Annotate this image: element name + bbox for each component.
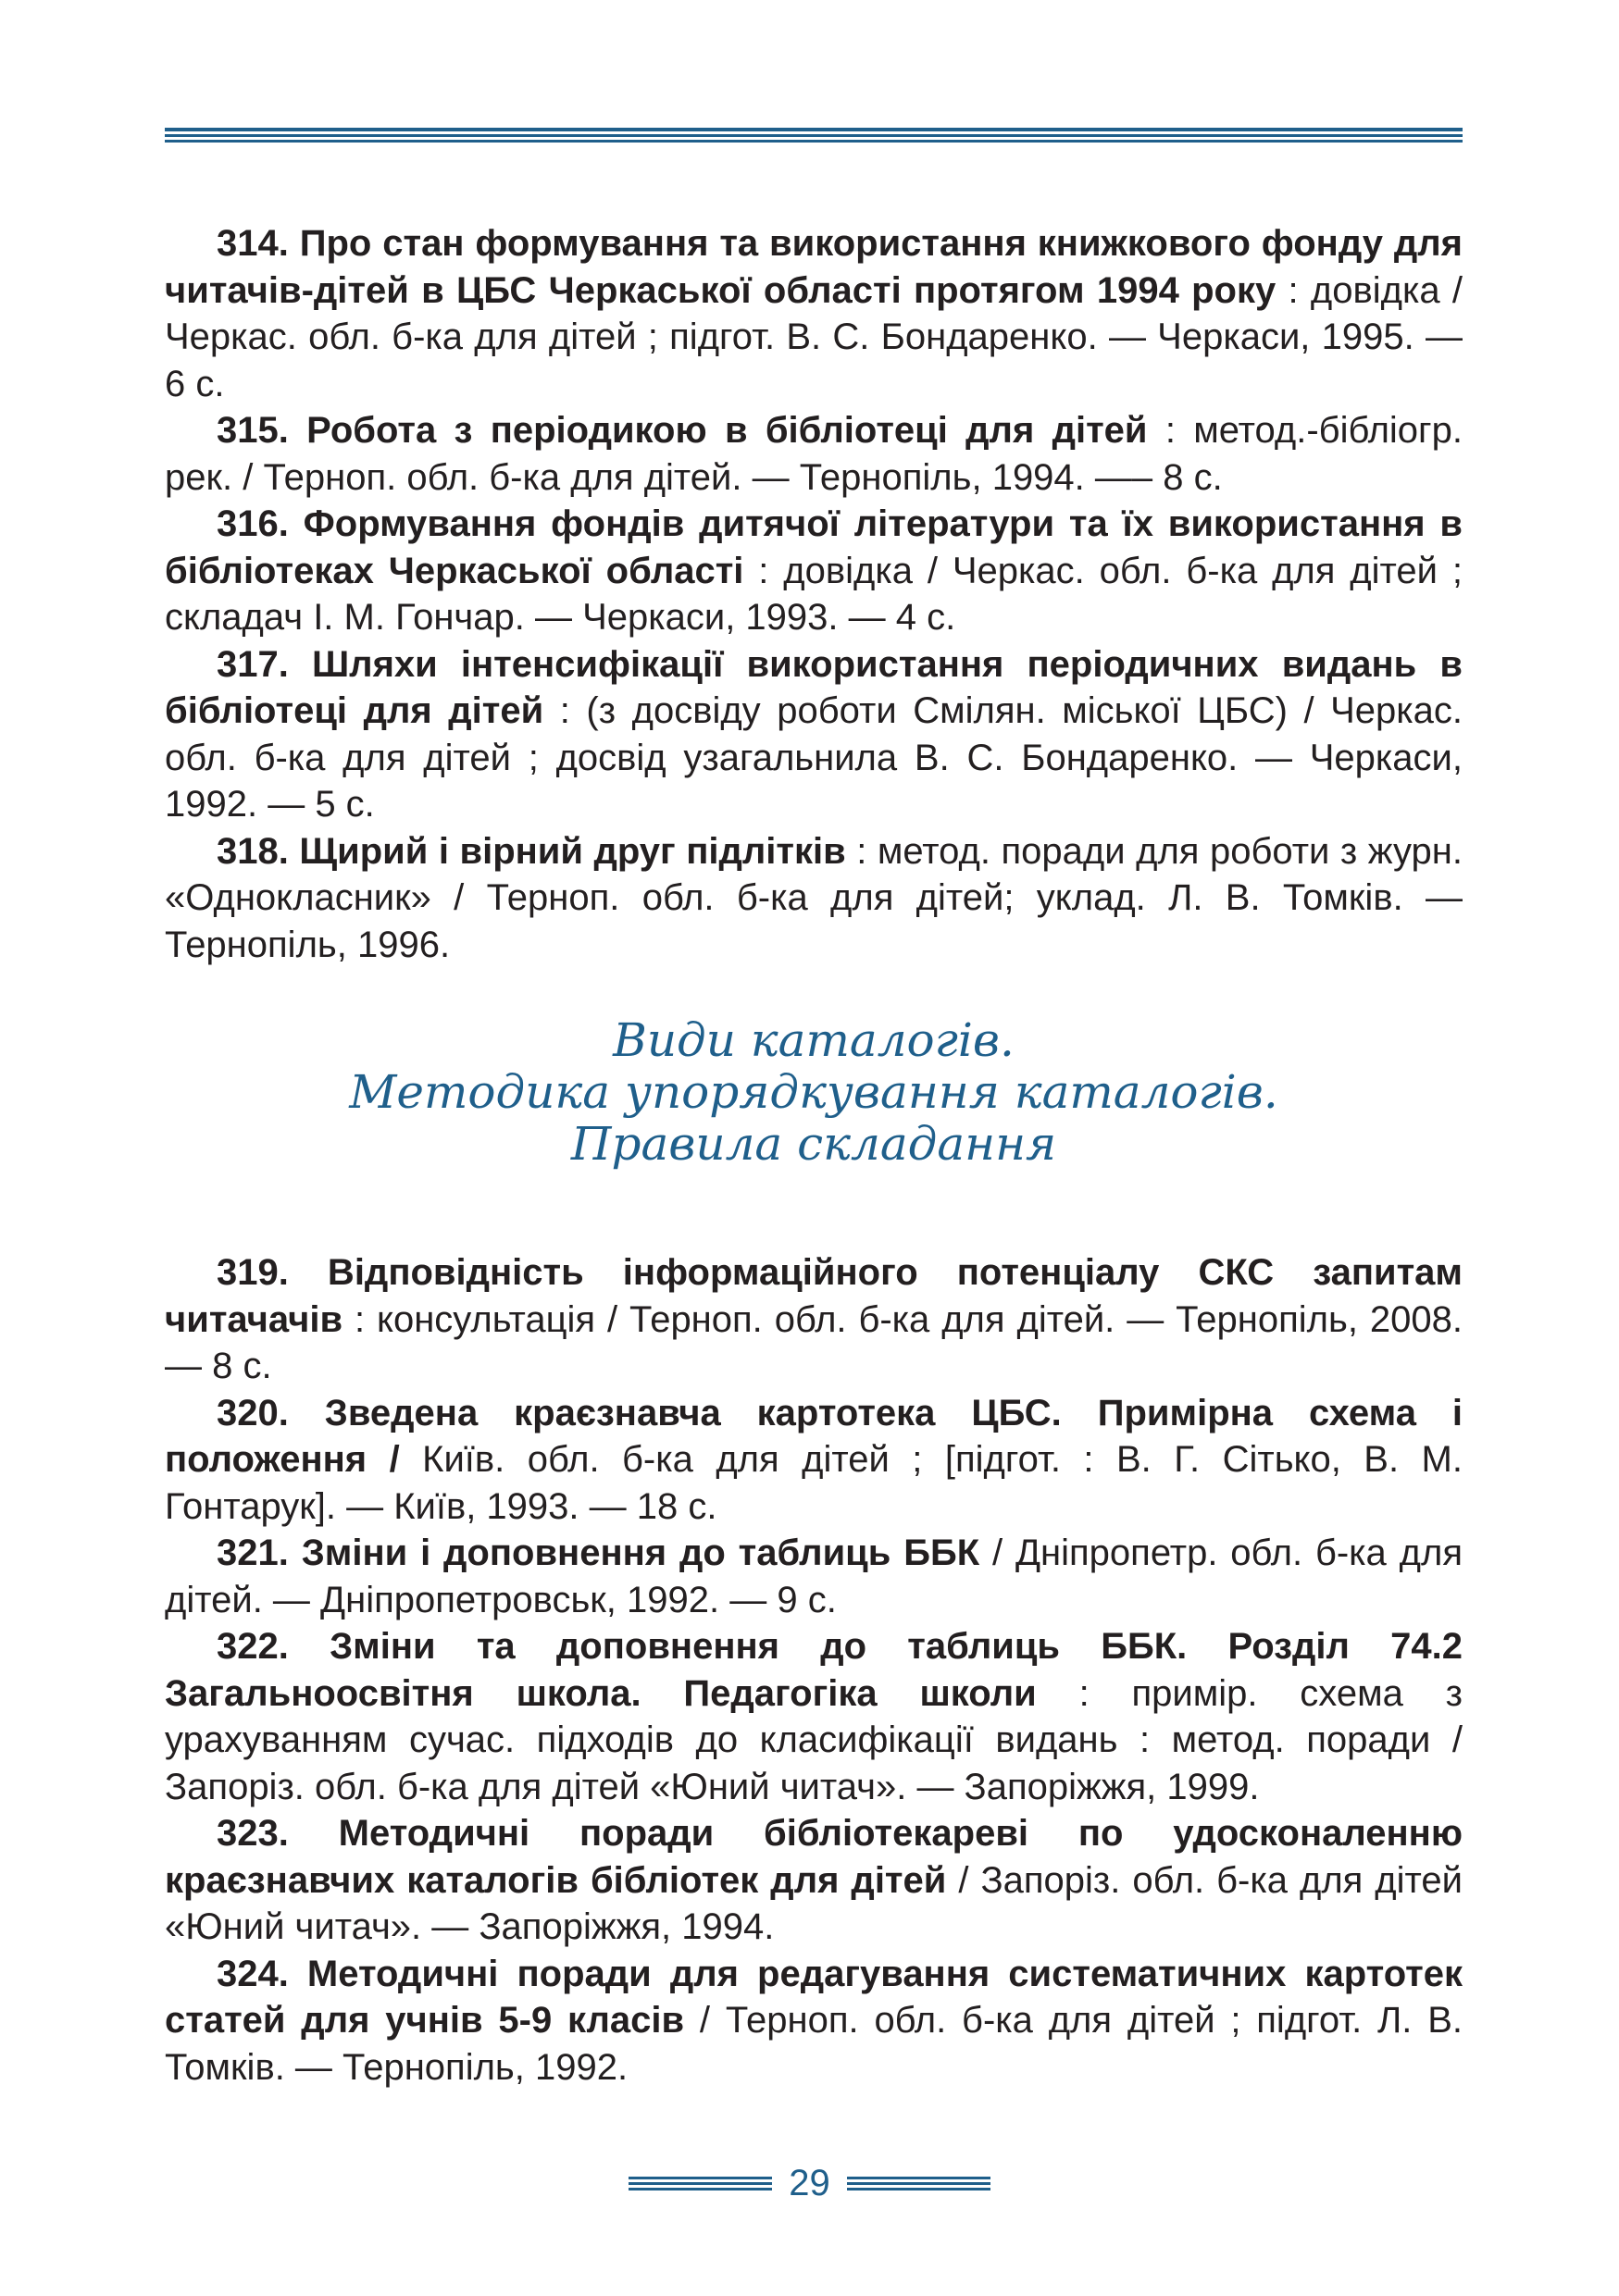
entry-details: : (з досвіду роботи Смілян. міської ЦБС) / Черкас. обл. б-ка для дітей ; досвід узагальнила В. С. Бондаренко. — Черкаси, 1992. — 5 с. — [165, 690, 1463, 825]
list-item — [165, 407, 1463, 501]
section-heading-line: Методика упорядкування каталогів. — [349, 1065, 1278, 1119]
list-item — [165, 1390, 1463, 1531]
entry-title: 318. Щирий і вірний друг підлітків — [217, 830, 846, 872]
list-item — [165, 1530, 1463, 1623]
entry-title: 322. Зміни та доповнення до таблиць ББК. Розділ 74.2 Загальноосвітня школа. Педагогіка школи — [165, 1626, 1463, 1714]
list-item — [165, 1810, 1463, 1951]
entry-details: : метод. поради для роботи з журн. «Однокласник» / Терноп. обл. б-ка для дітей; уклад. Л. В. Томків. — Тернопіль, 1996. — [165, 830, 1463, 965]
list-item — [165, 220, 1463, 407]
list-item — [165, 1951, 1463, 2091]
entry-title: 315. Робота з періодикою в бібліотеці для дітей — [217, 410, 1148, 451]
list-item — [165, 1623, 1463, 1810]
entry-title: 319. Відповідність інформаційного потенціалу СКС запитам читачачів — [165, 1252, 1463, 1340]
entry-details: : консультація / Терноп. обл. б-ка для дітей. — Тернопіль, 2008. — 8 с. — [165, 1298, 1463, 1386]
entry-details: Київ. обл. б-ка для дітей ; [підгот. : В. Г. Сітько, В. М. Гонтарук]. — Київ, 1993. — 18 с. — [165, 1439, 1463, 1527]
entry-details: / Запоріз. обл. б-ка для дітей «Юний читач». — Запоріжжя, 1994. — [165, 1859, 1463, 1947]
footer-rule-right — [847, 2174, 990, 2193]
entry-title: 324. Методичні поради для редагування систематичних картотек статей для учнів 5-9 класів — [165, 1953, 1463, 2041]
list-item — [165, 828, 1463, 969]
list-item — [165, 501, 1463, 641]
page-number: 29 — [789, 2163, 830, 2203]
entries-part1 — [165, 220, 1463, 968]
list-item — [165, 1249, 1463, 1390]
entry-details: : довідка / Черкас. обл. б-ка для дітей ; підгот. В. С. Бондаренко. — Черкаси, 1995. — 6 с. — [165, 269, 1463, 404]
footer-rule-left — [629, 2174, 772, 2193]
page-footer — [0, 2163, 1619, 2204]
list-item — [165, 641, 1463, 828]
entry-details: : примір. схема з урахуванням сучас. підходів до класифікації видань : метод. поради / Запоріз. обл. б-ка для дітей «Юний читач». — Запоріжжя, 1999. — [165, 1672, 1463, 1807]
entry-title: 314. Про стан формування та використання книжкового фонду для читачів-дітей в ЦБС Черкаської області протягом 1994 року — [165, 223, 1463, 311]
header-rule — [165, 128, 1463, 145]
entry-details: : метод.-бібліогр. рек. / Терноп. обл. б-ка для дітей. — Тернопіль, 1994. —– 8 с. — [165, 410, 1463, 498]
section-heading — [165, 1014, 1463, 1170]
entries-part2 — [165, 1249, 1463, 2091]
section-heading-line: Види каталогів. — [613, 1013, 1015, 1067]
entry-details: : довідка / Черкас. обл. б-ка для дітей ; складач І. М. Гончар. — Черкаси, 1993. — 4 с. — [165, 550, 1463, 638]
entry-title: 316. Формування фондів дитячої літератури та їх використання в бібліотеках Черкаської області — [165, 503, 1463, 591]
page-content — [165, 220, 1463, 2091]
entry-title: 321. Зміни і доповнення до таблиць ББК — [217, 1533, 980, 1573]
section-heading-line: Правила складання — [570, 1117, 1057, 1171]
entry-title: 320. Зведена краєзнавча картотека ЦБС. Примірна схема і положення / — [165, 1392, 1463, 1480]
entry-title: 323. Методичні поради бібліотекареві по удосконаленню краєзнавчих каталогів бібліотек для дітей — [165, 1813, 1463, 1901]
entry-title: 317. Шляхи інтенсифікації використання періодичних видань в бібліотеці для дітей — [165, 643, 1463, 731]
entry-details: / Дніпропетр. обл. б-ка для дітей. — Дніпропетровськ, 1992. — 9 с. — [165, 1533, 1463, 1620]
entry-details: / Терноп. обл. б-ка для дітей ; підгот. Л. В. Томків. — Тернопіль, 1992. — [165, 2000, 1463, 2088]
